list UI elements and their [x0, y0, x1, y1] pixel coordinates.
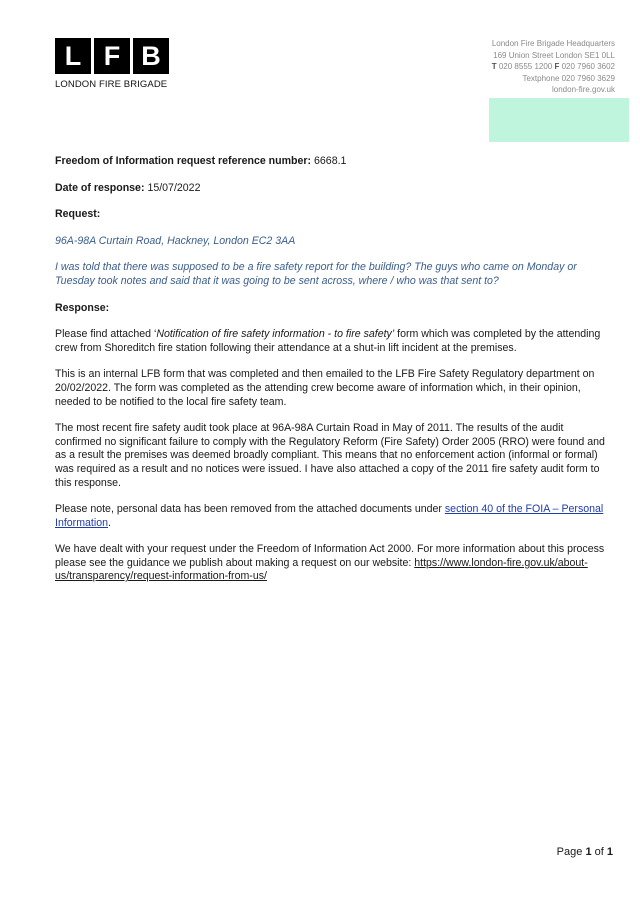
foia-section-40-link[interactable]: section 40 of the FOIA – Personal Information — [55, 503, 604, 529]
response-paragraph-2: This is an internal LFB form that was completed and then emailed to the LFB Fire Safety Regulatory department on 20/02/2022. The form was completed as the attending crew become aware of information which, in their opinion, needed to be notified to the local fire safety team. — [55, 368, 595, 408]
logo-tile-b: B — [133, 38, 169, 74]
letter-body — [55, 155, 605, 584]
response-paragraph-4 — [55, 503, 605, 530]
address-line-2: 169 Union Street London SE1 0LL — [493, 50, 615, 60]
p5-text-before: We have dealt with your request under the Freedom of Information Act 2000. For more information about this process please see the guidance we publish about making a request on our website: — [55, 543, 605, 569]
page-word: Page — [556, 846, 583, 858]
response-paragraph-1 — [55, 328, 605, 355]
phone-label: T — [491, 62, 497, 71]
textphone-line: Textphone 020 7960 3629 — [522, 73, 615, 83]
of-word: of — [594, 846, 604, 858]
logo-tile-f: F — [94, 38, 130, 74]
request-address: 96A-98A Curtain Road, Hackney, London EC2 3AA — [55, 234, 296, 247]
website-line: london-fire.gov.uk — [552, 85, 615, 94]
p1-form-title: Notification of fire safety information - to fire safety’ — [156, 328, 395, 341]
request-heading: Request: — [55, 208, 101, 221]
response-heading: Response: — [55, 301, 110, 314]
address-line-1: London Fire Brigade Headquarters — [491, 39, 615, 48]
date-line — [55, 182, 605, 196]
fax-value: 020 7960 3602 — [561, 62, 615, 71]
reference-value: 6668.1 — [314, 155, 347, 167]
request-text: I was told that there was supposed to be a fire safety report for the building? The guys who came on Monday or Tuesday took notes and said that it was going to be sent across, where / who was that sent to? — [55, 261, 577, 287]
p4-text-before: Please note, personal data has been removed from the attached documents under — [55, 503, 445, 516]
p1-text-after: form which was completed by the attending crew from Shoreditch fire station following their attendance at a shut-in lift incident at the premises. — [55, 328, 601, 354]
lfb-logo — [55, 38, 195, 90]
phone-value: 020 8555 1200 — [498, 62, 553, 71]
date-label: Date of response: — [55, 181, 145, 194]
page-number — [557, 846, 613, 858]
fax-label: F — [554, 62, 560, 71]
logo-brand-name: LONDON FIRE BRIGADE — [55, 79, 168, 90]
reference-line — [55, 155, 605, 169]
page-total: 1 — [606, 846, 613, 858]
p4-text-after: . — [108, 516, 111, 529]
hq-address-block — [492, 38, 615, 96]
mint-highlight-box — [489, 98, 629, 142]
page-current: 1 — [585, 846, 592, 858]
response-paragraph-5 — [55, 543, 605, 584]
logo-tile-l: L — [55, 38, 91, 74]
reference-label: Freedom of Information request reference number: — [55, 155, 312, 167]
address-phone-line — [492, 61, 615, 73]
p1-text-before: Please find attached ‘ — [55, 328, 157, 341]
logo-tiles — [55, 38, 195, 74]
foi-guidance-link[interactable]: https://www.london-fire.gov.uk/about-us/transparency/request-information-from-us/ — [55, 556, 588, 583]
date-value: 15/07/2022 — [147, 181, 201, 194]
response-paragraph-3: The most recent fire safety audit took place at 96A-98A Curtain Road in May of 2011. The results of the audit confirmed no significant failure to comply with the Regulatory Reform (Fire Safety) Order 2005 (RRO) were found and as a result the premises was deemed broadly compliant. This means that no enforcement action (informal or formal) was required as a result and no notices were issued. I have also attached a copy of the 2011 fire safety audit form to this response. — [55, 422, 605, 489]
